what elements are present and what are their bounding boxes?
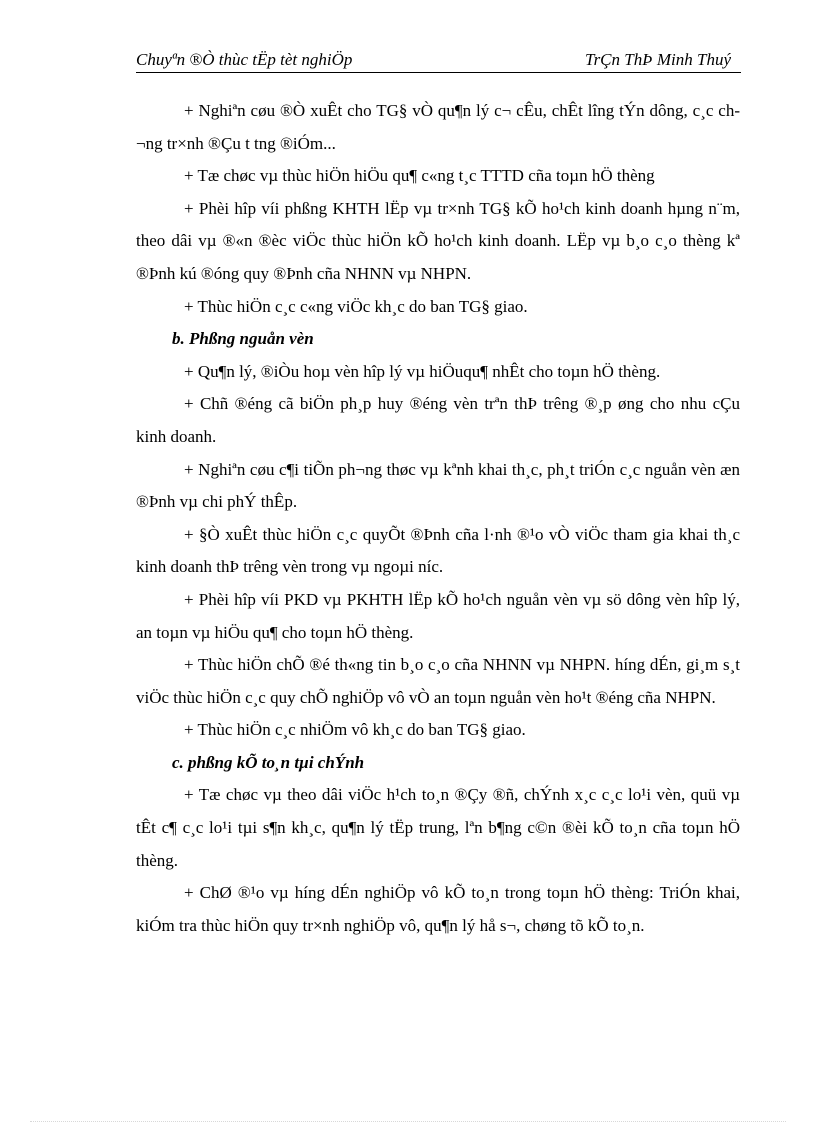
paragraph: + Thùc hiÖn c¸c c«ng viÖc kh¸c do ban TG§ giao.: [184, 296, 528, 316]
page-header: [136, 48, 741, 73]
paragraph: + Qu¶n lý, ®iÒu hoµ vèn hîp lý vµ hiÖuqu¶ nhÊt cho toµn hÖ thèng.: [184, 361, 661, 381]
header-author-name: TrÇn ThÞ Minh Thuý: [585, 50, 731, 69]
paragraph: + Tæ chøc vµ theo dâi viÖc h¹ch to¸n ®Çy ®ñ, chÝnh x¸c c¸c lo¹i vèn, quü vµ tÊt c¶ c¸c lo¹i tµi s¶n kh¸c, qu¶n lý tËp trung, lªn b¶ng c©n ®èi kÕ to¸n cña toµn hÖ thèng.: [136, 785, 740, 870]
paragraph: + Thùc hiÖn chÕ ®é th«ng tin b¸o c¸o cña NHNN vµ NHPN. híng dÉn, gi¸m s¸t viÖc thùc hiÖn c¸c quy chÕ nghiÖp vô vÒ an toµn nguån vèn ho¹t ®éng cña NHPN.: [136, 655, 740, 707]
paragraph: + Nghiªn cøu c¶i tiÕn ph¬ng thøc vµ kªnh khai th¸c, ph¸t triÓn c¸c nguån vèn æn ®Þnh vµ chi phÝ thÊp.: [136, 459, 740, 512]
paragraph: + §Ò xuÊt thùc hiÖn c¸c quyÕt ®Þnh cña l·nh ®¹o vÒ viÖc tham gia khai th¸c kinh doanh thÞ trêng vèn trong vµ ngoµi níc.: [136, 524, 740, 577]
header-document-title: Chuyªn ®Ò thùc tËp tèt nghiÖp: [136, 50, 353, 69]
section-heading: c. phßng kÕ to¸n tµi chÝnh: [172, 752, 365, 772]
paragraph: + Tæ chøc vµ thùc hiÖn hiÖu qu¶ c«ng t¸c TTTD cña toµn hÖ thèng: [184, 166, 655, 186]
paragraph: + ChØ ®¹o vµ híng dÉn nghiÖp vô kÕ to¸n trong toµn hÖ thèng: TriÓn khai, kiÓm tra thùc hiÖn quy tr×nh nghiÖp vô, qu¶n lý hå s¬, chøng tõ kÕ to¸n.: [136, 883, 740, 935]
paragraph: + Thùc hiÖn c¸c nhiÖm vô kh¸c do ban TG§ giao.: [184, 720, 526, 740]
paragraph: + Nghiªn cøu ®Ò xuÊt cho TG§ vÒ qu¶n lý c¬ cÊu, chÊt lîng tÝn dông, c¸c ch¬ng tr×nh ®Çu t tng ®iÓm...: [136, 101, 740, 153]
document-body: [136, 95, 740, 942]
section-heading: b. Phßng nguån vèn: [172, 329, 314, 349]
paragraph: + Phèi hîp víi phßng KHTH lËp vµ tr×nh TG§ kÕ ho¹ch kinh doanh hµng n¨m, theo dâi vµ ®«n ®èc viÖc thùc hiÖn kÕ ho¹ch kinh doanh. LËp vµ b¸o c¸o thèng kª ®Þnh kú ®óng quy ®Þnh cña NHNN vµ NHPN.: [136, 198, 740, 283]
page-bottom-divider: [30, 1121, 786, 1122]
paragraph: + Chñ ®éng cã biÖn ph¸p huy ®éng vèn trªn thÞ trêng ®¸p øng cho nhu cÇu kinh doanh.: [136, 394, 740, 446]
paragraph: + Phèi hîp víi PKD vµ PKHTH lËp kÕ ho¹ch nguån vèn vµ sö dông vèn hîp lý, an toµn vµ hiÖu qu¶ cho toµn hÖ thèng.: [136, 589, 740, 642]
